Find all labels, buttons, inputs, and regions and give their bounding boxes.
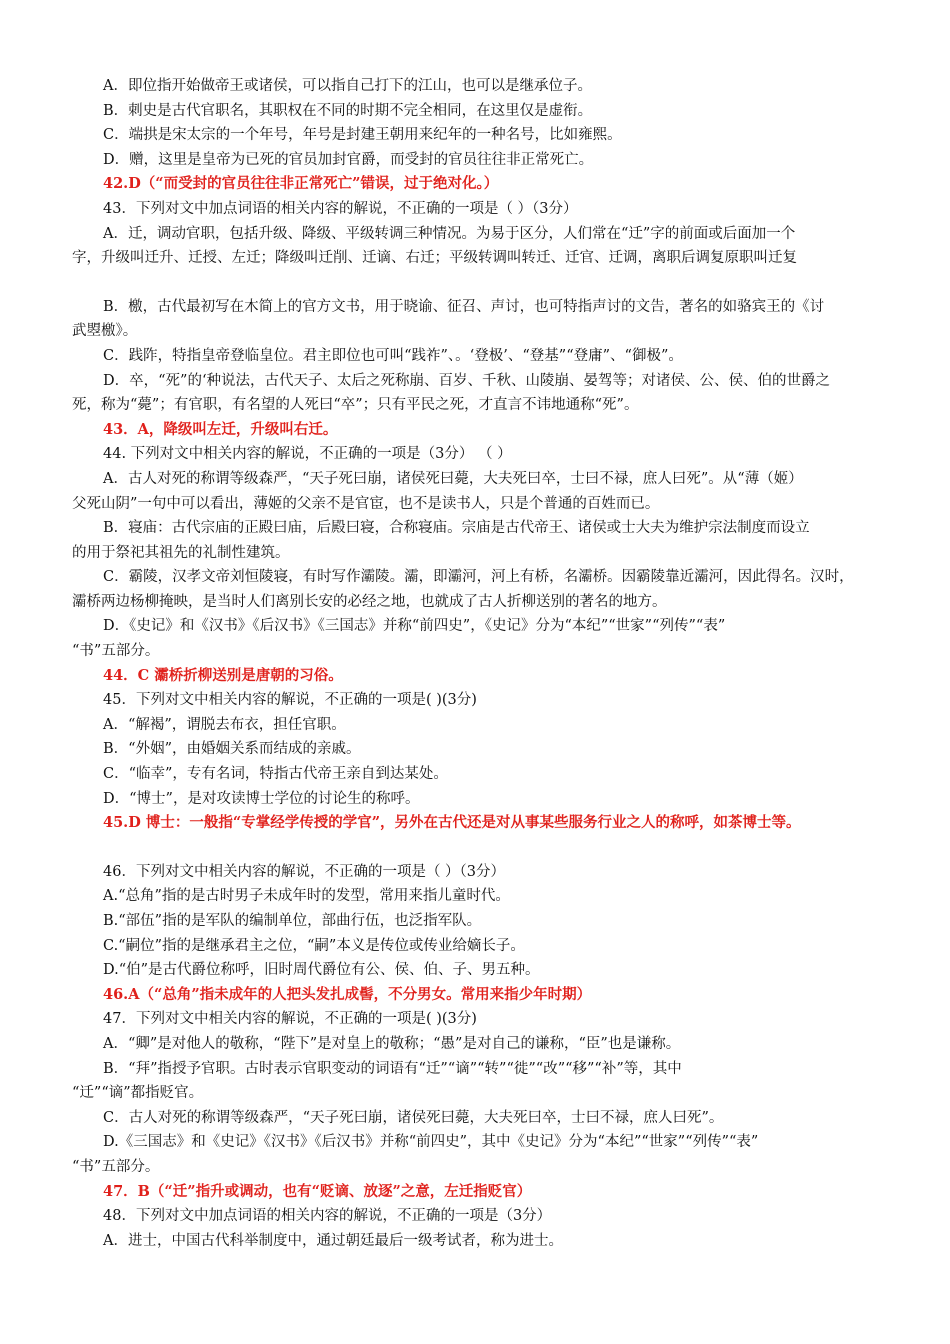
option-b-continued: 的用于祭祀其祖先的礼制性建筑。 xyxy=(72,544,290,561)
option-b-continued: 武曌檄》。 xyxy=(72,323,138,340)
option-c: C．端拱是宋太宗的一个年号，年号是封建王朝用来纪年的一种名号，比如雍熙。 xyxy=(103,127,622,144)
option-b: B．“拜”指授予官职。古时表示官职变动的词语有“迁”“谪”“转”“徙”“改”“移”“补”等，其中 xyxy=(103,1060,682,1077)
answer-47: 47．B（“迁”指升或调动，也有“贬谪、放逐”之意，左迁指贬官） xyxy=(103,1182,532,1200)
option-a: A．迁，调动官职，包括升级、降级、平级转调三种情况。为易于区分，人们常在“迁”字的前面或后面加一个 xyxy=(103,225,796,242)
option-d: D.《三国志》和《史记》《汉书》《后汉书》并称“前四史”，其中《史记》分为“本纪”“世家”“列传”“表” xyxy=(103,1134,759,1151)
option-c: C．霸陵，汉孝文帝刘恒陵寝，有时写作灞陵。灞，即灞河，河上有桥，名灞桥。因霸陵靠近灞河，因此得名。汉时， xyxy=(103,569,854,586)
option-a: A．“解褐”，谓脱去布衣，担任官职。 xyxy=(103,716,346,733)
option-d: D.“伯”是古代爵位称呼，旧时周代爵位有公、侯、伯、子、男五种。 xyxy=(103,962,540,979)
question-47: 47．下列对文中相关内容的解说，不正确的一项是( )(3分) xyxy=(103,1011,477,1028)
answer-46: 46.A（“总角”指未成年的人把头发扎成髻，不分男女。常用来指少年时期） xyxy=(103,985,592,1003)
option-a: A．古人对死的称谓等级森严，“天子死曰崩，诸侯死曰薨，大夫死曰卒，士曰不禄，庶人曰死”。从“薄（姬） xyxy=(103,470,803,487)
option-d-continued: “书”五部分。 xyxy=(72,1158,160,1175)
option-d-continued: 死，称为“薨”；有官职，有名望的人死曰“卒”；只有平民之死，才直言不讳地通称“死”。 xyxy=(72,397,639,414)
question-44: 44. 下列对文中相关内容的解说，不正确的一项是（3分） （ ） xyxy=(103,446,512,463)
option-d: D．赠，这里是皇帝为已死的官员加封官爵，而受封的官员往往非正常死亡。 xyxy=(103,151,594,168)
option-d: D．卒，“死”的‘种说法，古代天子、太后之死称崩、百岁、千秋、山陵崩、晏驾等；对诸侯、公、侯、伯的世爵之 xyxy=(103,372,831,389)
option-b: B．刺史是古代官职名，其职权在不同的时期不完全相同，在这里仅是虚衔。 xyxy=(103,102,593,119)
question-43: 43．下列对文中加点词语的相关内容的解说，不正确的一项是（ ）（3分） xyxy=(103,200,578,217)
option-a: A．即位指开始做帝王或诸侯，可以指自己打下的江山，也可以是继承位子。 xyxy=(103,78,592,94)
blank-line xyxy=(72,271,892,295)
option-c: C．“临幸”，专有名词，特指古代帝王亲自到达某处。 xyxy=(103,766,448,783)
option-b: B.“部伍”指的是军队的编制单位，部曲行伍，也泛指军队。 xyxy=(103,913,482,929)
option-c: C．古人对死的称谓等级森严，“天子死曰崩，诸侯死曰薨，大夫死曰卒，士曰不禄，庶人曰死”。 xyxy=(103,1109,724,1126)
question-48: 48．下列对文中加点词语的相关内容的解说，不正确的一项是（3分） xyxy=(103,1208,552,1225)
option-b-continued: “迁”“谪”都指贬官。 xyxy=(72,1085,204,1102)
document-page xyxy=(72,74,892,1253)
option-d: D．《史记》和《汉书》《后汉书》《三国志》并称“前四史”，《史记》分为“本纪”“世家”“列传”“表” xyxy=(103,618,726,635)
option-b: B．寝庙：古代宗庙的正殿曰庙，后殿曰寝，合称寝庙。宗庙是古代帝王、诸侯或士大夫为维护宗法制度而设立 xyxy=(103,520,810,537)
option-a-continued: 字，升级叫迁升、迁授、左迁；降级叫迁削、迁谪、右迁；平级转调叫转迁、迁官、迁调，离职后调复原职叫迁复 xyxy=(72,250,797,267)
answer-44: 44．C 灞桥折柳送别是唐朝的习俗。 xyxy=(103,666,343,684)
answer-42: 42.D（“而受封的官员往往非正常死亡”错误，过于绝对化。） xyxy=(103,175,499,193)
option-a-continued: 父死山阴”一句中可以看出，薄姬的父亲不是官宦，也不是读书人，只是个普通的百姓而已。 xyxy=(72,495,660,512)
blank-line xyxy=(72,836,892,860)
option-a: A.“总角”指的是古时男子未成年时的发型，常用来指儿童时代。 xyxy=(103,888,510,905)
question-45: 45．下列对文中相关内容的解说，不正确的一项是( )(3分) xyxy=(103,692,477,709)
option-c: C.“嗣位”指的是继承君主之位，“嗣”本义是传位或传业给嫡长子。 xyxy=(103,937,525,954)
answer-45: 45.D 博士：一般指“专掌经学传授的学官”，另外在古代还是对从事某些服务行业之人的称呼，如茶博士等。 xyxy=(103,814,801,832)
answer-43: 43．A，降级叫左迁，升级叫右迁。 xyxy=(103,420,338,438)
option-a: A．进士，中国古代科举制度中，通过朝廷最后一级考试者，称为进士。 xyxy=(103,1232,563,1249)
question-46: 46．下列对文中相关内容的解说，不正确的一项是（ ）（3分） xyxy=(103,863,506,880)
option-d-continued: “书”五部分。 xyxy=(72,643,160,660)
option-c-continued: 灞桥两边杨柳掩映，是当时人们离别长安的必经之地，也就成了古人折柳送别的著名的地方。 xyxy=(72,593,667,610)
option-c: C．践阼，特指皇帝登临皇位。君主即位也可叫“践祚”、。‘登极’、“登基”“登庸”、“御极”。 xyxy=(103,347,683,364)
option-b: B．“外姻”，由婚姻关系而结成的亲戚。 xyxy=(103,741,361,758)
option-b: B．檄，古代最初写在木简上的官方文书，用于晓谕、征召、声讨，也可特指声讨的文告，著名的如骆宾王的《讨 xyxy=(103,298,825,315)
option-a: A．“卿”是对他人的敬称，“陛下”是对皇上的敬称；“愚”是对自己的谦称，“臣”也是谦称。 xyxy=(103,1035,681,1052)
option-d: D．“博士”，是对攻读博士学位的讨论生的称呼。 xyxy=(103,790,420,807)
